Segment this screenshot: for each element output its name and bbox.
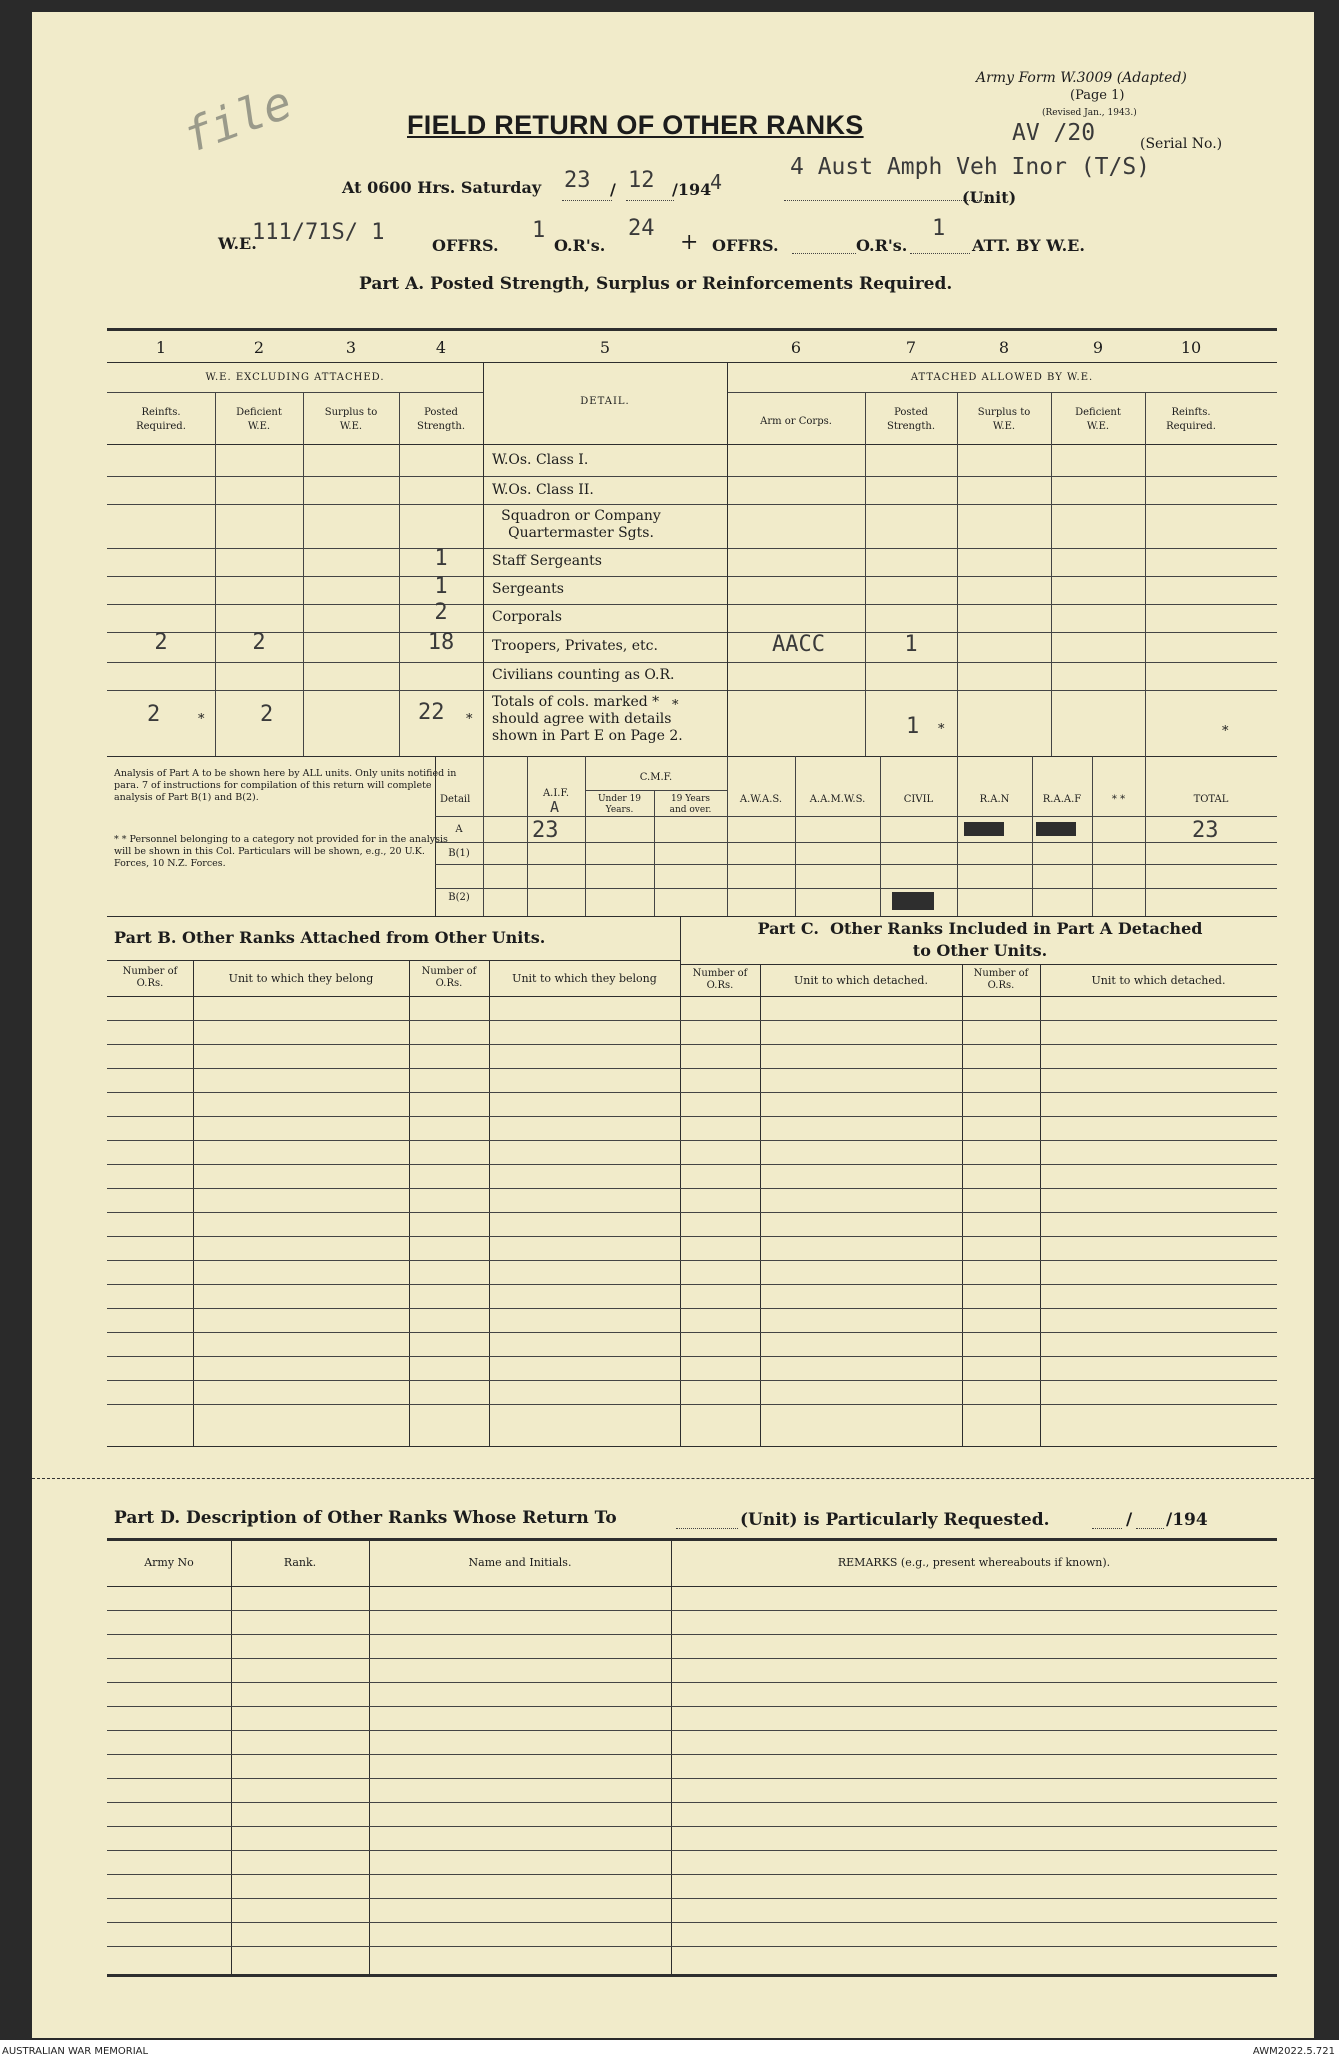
analysis-other-header: * * bbox=[1111, 794, 1126, 805]
offrs-value: 1 bbox=[532, 218, 546, 243]
staff-sergeants-posted: 1 bbox=[434, 546, 448, 571]
we-value: 111/71S/ 1 bbox=[252, 220, 385, 245]
header-attached-surplus: Surplus to W.E. bbox=[977, 407, 1031, 432]
header-arm-or-corps: Arm or Corps. bbox=[760, 416, 832, 427]
troopers-posted: 18 bbox=[427, 630, 455, 655]
col-number-10: 10 bbox=[1180, 338, 1202, 357]
row-wo-class-1: W.Os. Class I. bbox=[492, 452, 589, 468]
part-b-header-number-1: Number of O.Rs. bbox=[122, 966, 178, 989]
analysis-row-b1: B(1) bbox=[448, 848, 470, 859]
header-attached-posted-strength: Posted Strength. bbox=[886, 407, 936, 432]
col-number-2: 2 bbox=[253, 338, 265, 357]
part-d-header-name: Name and Initials. bbox=[468, 1556, 572, 1569]
analysis-footnote: * * Personnel belonging to a category not provided for in the analysis will be shown in this Col. Particulars will be shown, e.g., 20 U.K. Forces, 10 N.Z. Forces. bbox=[114, 834, 448, 869]
serial-value: AV /20 bbox=[1012, 120, 1096, 146]
time-label: At 0600 Hrs. Saturday bbox=[342, 178, 542, 197]
col-number-1: 1 bbox=[155, 338, 167, 357]
plus-sign: + bbox=[680, 230, 699, 255]
ors-label: O.R's. bbox=[554, 236, 606, 255]
analysis-raaf-header: R.A.A.F bbox=[1042, 794, 1082, 805]
unit-label: (Unit) bbox=[962, 188, 1017, 207]
revised-label: (Revised Jan., 1943.) bbox=[1042, 108, 1137, 118]
asterisk-col1: * bbox=[198, 712, 205, 727]
offrs-label: OFFRS. bbox=[432, 236, 499, 255]
asterisk-col7: * bbox=[938, 722, 945, 737]
header-posted-strength: Posted Strength. bbox=[416, 407, 466, 432]
date-month: 12 bbox=[628, 168, 655, 193]
analysis-a-total-value: 23 bbox=[1192, 818, 1219, 843]
part-b-header-number-2: Number of O.Rs. bbox=[421, 966, 477, 989]
part-c-header-unit-2: Unit to which detached. bbox=[1091, 974, 1226, 987]
troopers-arm-corps: AACC bbox=[772, 632, 825, 657]
analysis-aif-header: A.I.F. bbox=[542, 788, 570, 799]
totals-posted: 22 bbox=[418, 700, 445, 725]
part-b-title: Part B. Other Ranks Attached from Other Units. bbox=[114, 928, 546, 947]
header-attached-deficient: Deficient W.E. bbox=[1075, 407, 1121, 432]
redaction-ran bbox=[964, 822, 1004, 836]
part-d-header-army-no: Army No bbox=[144, 1556, 194, 1569]
header-attached-reinfts: Reinfts. Required. bbox=[1166, 407, 1216, 432]
part-d-header-remarks: REMARKS (e.g., present whereabouts if known). bbox=[837, 1556, 1111, 1569]
asterisk-col10: * bbox=[1222, 724, 1229, 739]
totals-reinfts: 2 bbox=[147, 702, 161, 727]
redaction-raaf bbox=[1036, 822, 1076, 836]
part-a-title: Part A. Posted Strength, Surplus or Reinforcements Required. bbox=[359, 274, 953, 294]
part-d-title-year: /194 bbox=[1166, 1510, 1208, 1530]
archive-footer bbox=[0, 2040, 1339, 2061]
page-label: (Page 1) bbox=[1070, 88, 1125, 103]
part-b-header-unit-2: Unit to which they belong bbox=[512, 972, 657, 985]
part-c-header-number-2: Number of O.Rs. bbox=[973, 968, 1029, 991]
header-deficient-we: Deficient W.E. bbox=[236, 407, 282, 432]
part-c-title: Part C. Other Ranks Included in Part A Detached to Other Units. bbox=[757, 919, 1203, 960]
totals-attached-posted: 1 bbox=[906, 714, 920, 739]
form-number: Army Form W.3009 (Adapted) bbox=[976, 70, 1187, 86]
col-number-6: 6 bbox=[790, 338, 802, 357]
row-troopers: Troopers, Privates, etc. bbox=[492, 638, 658, 654]
date-year: /194 bbox=[672, 180, 712, 199]
serial-label: (Serial No.) bbox=[1140, 136, 1223, 152]
analysis-awas-header: A.W.A.S. bbox=[739, 794, 783, 805]
analysis-row-b2: B(2) bbox=[448, 892, 470, 903]
troopers-deficient: 2 bbox=[252, 630, 266, 655]
ors2-value: 1 bbox=[932, 216, 946, 241]
analysis-over19-header: 19 Years and over. bbox=[669, 794, 712, 815]
row-staff-sergeants: Staff Sergeants bbox=[492, 553, 602, 569]
aif-stamp: A bbox=[550, 798, 560, 816]
date-day: 23 bbox=[564, 168, 591, 193]
col-number-5: 5 bbox=[599, 338, 611, 357]
offrs2-label: OFFRS. bbox=[712, 236, 779, 255]
analysis-row-a: A bbox=[455, 824, 463, 835]
analysis-civil-header: CIVIL bbox=[903, 794, 934, 805]
col-number-7: 7 bbox=[905, 338, 917, 357]
archive-name: AUSTRALIAN WAR MEMORIAL bbox=[2, 2046, 149, 2057]
asterisk-detail: * bbox=[672, 698, 679, 713]
analysis-cmf-header: C.M.F. bbox=[639, 772, 673, 783]
row-wo-class-2: W.Os. Class II. bbox=[492, 482, 594, 498]
part-d-title: Part D. Description of Other Ranks Whose Return To bbox=[114, 1508, 617, 1528]
redaction-civil bbox=[892, 892, 934, 910]
col-number-4: 4 bbox=[435, 338, 447, 357]
troopers-attached-posted: 1 bbox=[904, 632, 918, 657]
analysis-a-aif-value: 23 bbox=[532, 818, 559, 843]
attached-allowed-header: ATTACHED ALLOWED BY W.E. bbox=[910, 372, 1094, 383]
part-c-header-unit-1: Unit to which detached. bbox=[794, 974, 928, 987]
analysis-aamws-header: A.A.M.W.S. bbox=[809, 794, 866, 805]
analysis-under19-header: Under 19 Years. bbox=[597, 794, 642, 815]
detail-header: DETAIL. bbox=[580, 396, 630, 407]
date-year-digit: 4 bbox=[710, 170, 723, 194]
row-corporals: Corporals bbox=[492, 609, 562, 625]
header-surplus-we: Surplus to W.E. bbox=[324, 407, 378, 432]
part-d-header-rank: Rank. bbox=[283, 1556, 317, 1569]
form-page: Army Form W.3009 (Adapted) (Page 1) (Revised Jan., 1943.) file FIELD RETURN OF OTHER RANKS AV /20 (Serial No.) At 0600 Hrs. Saturday 23 / 12 /194 4 4 Aust Amph Veh Inor (T/S) (Unit) W.E. 111/71S/ 1 OFFRS. 1 O.R's. 24 + OFFRS. O.R's. 1 ATT. BY W.E. Part A. Posted Strength, Surplus or Reinforcements Required. 1 2 3 4 5 6 7 8 9 10 W.E. EXCLUDING ATTACHED. ATTACHED ALLOWED BY W.E. DETAIL. Reinfts. Required. Deficient W.E. Surplus to W.E. Posted Strength. Arm or Corps. Posted Strength. Surplus to W.E. Deficient W.E. Reinfts. Required. W.Os. Class I. W.Os. Class II. Squadron or Company Quartermaster Sgts. Staff Sergeants Sergeants Corporals Troopers, Privates, etc. Civilians counting as O.R. Totals of cols. marked * should agree with details shown in Part E on Page 2. 1 1 2 2 2 18 AACC 1 2 * 2 22 * * 1 * * Analysis of Part A to be shown here by ALL units. Only units notified in para. 7 of instructions for compilation of this return will complete analysis of Part B(1) and B(2). * * Personnel belonging to a category not provided for in the analysis will be shown in this Col. Particulars will be shown, e.g., 20 U.K. Forces, 10 N.Z. Forces. Detail A.I.F. C.M.F. Under 19 Years. 19 Years and over. A.W.A.S. A.A.M.W.S. CIVIL R.A.N R.A.A.F * * TOTAL A B(1) B(2) A 23 23 Part B. Other Ranks Attached from Other Units. Part C. Other Ranks Included in Part A Detached to Other Units. Number of O.Rs. Unit to which they belong Number of O.Rs. Unit to which they belong Number of O.Rs. Unit to which detached. Number of O.Rs. Unit to which detached. Part D. Description of Other Ranks Whose Return To (Unit) is Particularly Requested. / /194 Army No Rank. Name and Initials. REMARKS (e.g., present whereabouts if known). bbox=[32, 12, 1314, 2038]
file-handwritten-note: file bbox=[176, 74, 299, 164]
archive-reference: AWM2022.5.721 bbox=[1252, 2046, 1335, 2057]
header-reinfts-required: Reinfts. Required. bbox=[136, 407, 186, 432]
part-b-header-unit-1: Unit to which they belong bbox=[228, 972, 374, 985]
we-excluding-attached-header: W.E. EXCLUDING ATTACHED. bbox=[205, 372, 385, 383]
part-d-title-unit: (Unit) is Particularly Requested. bbox=[740, 1510, 1050, 1530]
corporals-posted: 2 bbox=[434, 600, 448, 625]
row-totals: Totals of cols. marked * should agree with details shown in Part E on Page 2. bbox=[492, 694, 683, 744]
att-label: ATT. BY W.E. bbox=[972, 236, 1085, 255]
form-title: FIELD RETURN OF OTHER RANKS bbox=[407, 110, 864, 140]
row-civilians: Civilians counting as O.R. bbox=[492, 667, 675, 683]
row-sergeants: Sergeants bbox=[492, 581, 564, 597]
analysis-total-header: TOTAL bbox=[1193, 794, 1229, 805]
troopers-reinfts: 2 bbox=[154, 630, 168, 655]
part-c-header-number-1: Number of O.Rs. bbox=[692, 968, 748, 991]
col-number-3: 3 bbox=[345, 338, 357, 357]
ors2-label: O.R's. bbox=[856, 236, 908, 255]
sergeants-posted: 1 bbox=[434, 574, 448, 599]
unit-value: 4 Aust Amph Veh Inor (T/S) bbox=[790, 154, 1151, 180]
we-label: W.E. bbox=[218, 234, 257, 253]
col-number-8: 8 bbox=[998, 338, 1010, 357]
analysis-detail-header: Detail bbox=[440, 794, 471, 805]
analysis-ran-header: R.A.N bbox=[979, 794, 1010, 805]
ors-value: 24 bbox=[628, 216, 655, 241]
analysis-note: Analysis of Part A to be shown here by ALL units. Only units notified in para. 7 of instructions for compilation of this return will complete analysis of Part B(1) and B(2). bbox=[114, 768, 457, 803]
row-qm-sgts: Squadron or Company Quartermaster Sgts. bbox=[501, 508, 661, 541]
asterisk-col4: * bbox=[466, 712, 473, 727]
col-number-9: 9 bbox=[1092, 338, 1104, 357]
totals-deficient: 2 bbox=[260, 702, 274, 727]
